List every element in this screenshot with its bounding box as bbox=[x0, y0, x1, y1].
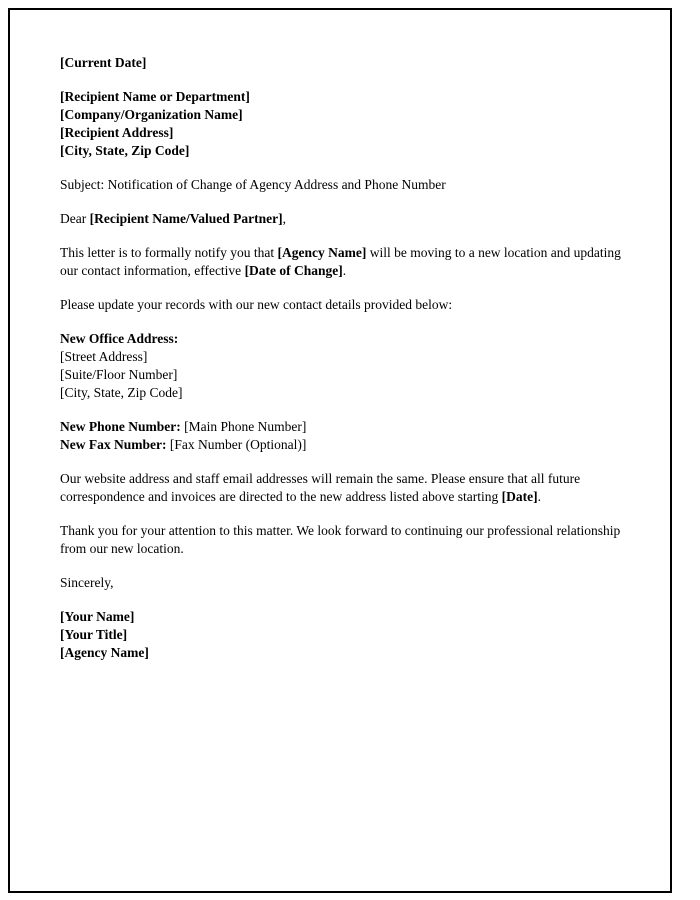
update-records-text bbox=[60, 296, 638, 314]
street-address-line bbox=[60, 348, 638, 366]
subject-line bbox=[60, 176, 638, 194]
salutation-line bbox=[60, 210, 638, 228]
closing-block bbox=[60, 574, 638, 592]
text-segment: Thank you for your attention to this matter. We look forward to continuing our professional relationship from our new location. bbox=[60, 523, 621, 556]
thank-you-text bbox=[60, 522, 638, 558]
recipient-city-state-zip-line bbox=[60, 142, 638, 160]
text-segment: This letter is to formally notify you that bbox=[60, 245, 278, 260]
recipient-name-line bbox=[60, 88, 638, 106]
new-phone-number-line bbox=[60, 418, 638, 436]
text-segment: Dear bbox=[60, 211, 90, 226]
suite-floor-line bbox=[60, 366, 638, 384]
letter-body bbox=[60, 54, 638, 662]
current-date-line bbox=[60, 54, 638, 72]
text-segment: [Your Title] bbox=[60, 627, 128, 642]
recipient-address-line bbox=[60, 124, 638, 142]
text-segment: [Date] bbox=[501, 489, 538, 504]
text-segment: [Suite/Floor Number] bbox=[60, 367, 178, 382]
text-segment: [Date of Change] bbox=[244, 263, 343, 278]
notification-paragraph-text bbox=[60, 244, 638, 280]
text-segment: [City, State, Zip Code] bbox=[60, 385, 183, 400]
update-records-paragraph bbox=[60, 296, 638, 314]
company-name-line bbox=[60, 106, 638, 124]
text-segment: New Phone Number: bbox=[60, 419, 185, 434]
phone-fax-block bbox=[60, 418, 638, 454]
text-segment: [City, State, Zip Code] bbox=[60, 143, 190, 158]
signature-block bbox=[60, 608, 638, 662]
new-fax-number-line bbox=[60, 436, 638, 454]
thank-you-paragraph bbox=[60, 522, 638, 558]
text-segment: [Recipient Name or Department] bbox=[60, 89, 250, 104]
closing-line bbox=[60, 574, 638, 592]
your-title-line bbox=[60, 626, 638, 644]
text-segment: New Fax Number: bbox=[60, 437, 170, 452]
city-state-zip-line bbox=[60, 384, 638, 402]
text-segment: [Current Date] bbox=[60, 55, 147, 70]
text-segment: [Your Name] bbox=[60, 609, 135, 624]
text-segment: [Street Address] bbox=[60, 349, 148, 364]
text-segment: . bbox=[537, 489, 541, 504]
text-segment: [Recipient Address] bbox=[60, 125, 174, 140]
website-email-text bbox=[60, 470, 638, 506]
salutation-block bbox=[60, 210, 638, 228]
subject-block bbox=[60, 176, 638, 194]
text-segment: Our website address and staff email addresses will remain the same. Please ensure that all future correspondence and invoices are directed to the new address listed above starting bbox=[60, 471, 581, 504]
date-block bbox=[60, 54, 638, 72]
text-segment: [Company/Organization Name] bbox=[60, 107, 243, 122]
text-segment: . bbox=[342, 263, 347, 278]
text-segment: New Office Address: bbox=[60, 331, 179, 346]
text-segment: Sincerely, bbox=[60, 575, 114, 590]
text-segment: [Fax Number (Optional)] bbox=[169, 437, 307, 452]
website-email-paragraph bbox=[60, 470, 638, 506]
notification-paragraph bbox=[60, 244, 638, 280]
letter-page bbox=[8, 8, 672, 893]
recipient-address-block bbox=[60, 88, 638, 160]
agency-name-line bbox=[60, 644, 638, 662]
text-segment: will be moving to a new location and updating our contact information, effective bbox=[60, 245, 621, 278]
text-segment: [Main Phone Number] bbox=[184, 419, 307, 434]
text-segment: [Agency Name] bbox=[277, 245, 367, 260]
text-segment: Subject: Notification of Change of Agency Address and Phone Number bbox=[60, 177, 446, 192]
new-office-address-heading bbox=[60, 330, 638, 348]
text-segment: [Agency Name] bbox=[60, 645, 149, 660]
new-office-address-block bbox=[60, 330, 638, 402]
your-name-line bbox=[60, 608, 638, 626]
text-segment: [Recipient Name/Valued Partner] bbox=[89, 211, 283, 226]
text-segment: Please update your records with our new contact details provided below: bbox=[60, 297, 453, 312]
text-segment: , bbox=[282, 211, 286, 226]
